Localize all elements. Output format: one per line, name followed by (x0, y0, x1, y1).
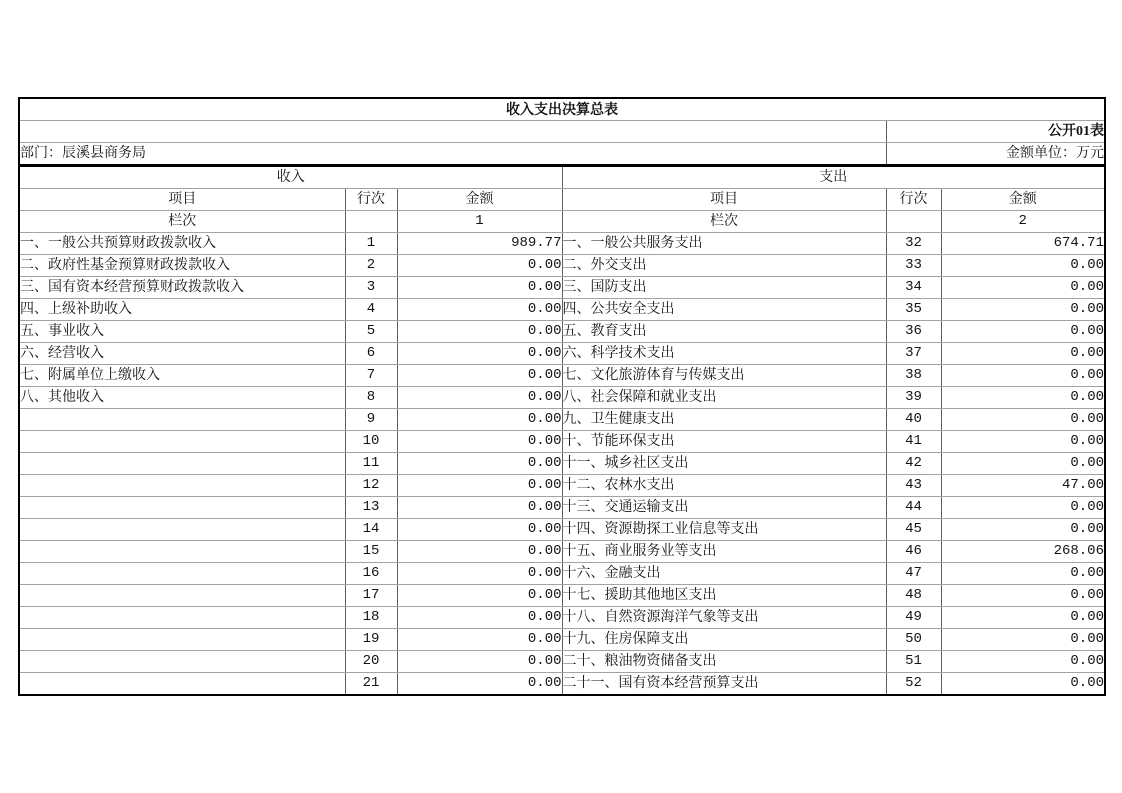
revenue-column-index-number: 1 (397, 211, 562, 233)
revenue-section-header: 收入 (19, 166, 562, 189)
revenue-item-cell (19, 431, 345, 453)
table-row (19, 607, 1105, 629)
expenditure-item-cell: 六、科学技术支出 (562, 343, 886, 365)
expenditure-rowno-cell: 41 (886, 431, 941, 453)
expenditure-amount-cell: 0.00 (941, 431, 1105, 453)
revenue-amount-header: 金额 (397, 189, 562, 211)
expenditure-amount-cell: 674.71 (941, 233, 1105, 255)
department-row (19, 143, 1105, 166)
expenditure-amount-cell: 0.00 (941, 651, 1105, 673)
table-row (19, 255, 1105, 277)
expenditure-rowno-cell: 36 (886, 321, 941, 343)
revenue-item-cell (19, 541, 345, 563)
expenditure-item-cell: 九、卫生健康支出 (562, 409, 886, 431)
revenue-item-cell (19, 607, 345, 629)
revenue-rowno-cell: 14 (345, 519, 397, 541)
revenue-amount-cell: 0.00 (397, 277, 562, 299)
revenue-amount-cell: 0.00 (397, 255, 562, 277)
expenditure-section-header: 支出 (562, 166, 1105, 189)
expenditure-item-cell: 二、外交支出 (562, 255, 886, 277)
revenue-amount-cell: 0.00 (397, 607, 562, 629)
revenue-item-cell (19, 519, 345, 541)
revenue-rowno-cell: 6 (345, 343, 397, 365)
expenditure-item-cell: 十八、自然资源海洋气象等支出 (562, 607, 886, 629)
table-row (19, 431, 1105, 453)
table-row (19, 541, 1105, 563)
expenditure-item-cell: 四、公共安全支出 (562, 299, 886, 321)
revenue-rowno-cell: 5 (345, 321, 397, 343)
expenditure-rowno-cell: 40 (886, 409, 941, 431)
expenditure-rowno-cell: 47 (886, 563, 941, 585)
expenditure-rowno-cell: 42 (886, 453, 941, 475)
expenditure-amount-cell: 0.00 (941, 563, 1105, 585)
expenditure-item-cell: 十一、城乡社区支出 (562, 453, 886, 475)
expenditure-rowno-cell: 46 (886, 541, 941, 563)
revenue-amount-cell: 0.00 (397, 343, 562, 365)
table-row (19, 651, 1105, 673)
table-row (19, 343, 1105, 365)
sheet-label-row (19, 121, 1105, 143)
expenditure-amount-cell: 0.00 (941, 607, 1105, 629)
expenditure-rowno-cell: 32 (886, 233, 941, 255)
revenue-rowno-cell: 13 (345, 497, 397, 519)
expenditure-item-cell: 十三、交通运输支出 (562, 497, 886, 519)
revenue-item-cell (19, 651, 345, 673)
revenue-amount-cell: 0.00 (397, 541, 562, 563)
section-header-row (19, 166, 1105, 189)
revenue-item-cell (19, 409, 345, 431)
expenditure-item-cell: 二十、粮油物资储备支出 (562, 651, 886, 673)
title-row (19, 98, 1105, 121)
expenditure-item-cell: 十五、商业服务业等支出 (562, 541, 886, 563)
revenue-column-index-rowno (345, 211, 397, 233)
expenditure-rowno-cell: 43 (886, 475, 941, 497)
column-header-row (19, 189, 1105, 211)
revenue-rowno-cell: 19 (345, 629, 397, 651)
expenditure-item-cell: 十九、住房保障支出 (562, 629, 886, 651)
revenue-item-cell (19, 629, 345, 651)
revenue-rowno-cell: 9 (345, 409, 397, 431)
data-rows (19, 233, 1105, 696)
expenditure-amount-cell: 0.00 (941, 277, 1105, 299)
revenue-rowno-cell: 17 (345, 585, 397, 607)
table-row (19, 519, 1105, 541)
revenue-item-cell: 七、附属单位上缴收入 (19, 365, 345, 387)
page-title: 收入支出决算总表 (19, 98, 1105, 121)
expenditure-amount-cell: 0.00 (941, 673, 1105, 696)
expenditure-amount-cell: 0.00 (941, 255, 1105, 277)
expenditure-item-cell: 一、一般公共服务支出 (562, 233, 886, 255)
revenue-amount-cell: 989.77 (397, 233, 562, 255)
revenue-item-cell: 一、一般公共预算财政拨款收入 (19, 233, 345, 255)
revenue-amount-cell: 0.00 (397, 673, 562, 696)
revenue-item-cell: 三、国有资本经营预算财政拨款收入 (19, 277, 345, 299)
revenue-rowno-cell: 21 (345, 673, 397, 696)
expenditure-column-index-number: 2 (941, 211, 1105, 233)
expenditure-rowno-cell: 48 (886, 585, 941, 607)
statement-sheet (18, 97, 1106, 696)
expenditure-rowno-cell: 44 (886, 497, 941, 519)
revenue-rowno-cell: 15 (345, 541, 397, 563)
revenue-item-cell (19, 563, 345, 585)
revenue-rowno-cell: 10 (345, 431, 397, 453)
expenditure-column-index-rowno (886, 211, 941, 233)
revenue-item-header: 项目 (19, 189, 345, 211)
revenue-rowno-cell: 20 (345, 651, 397, 673)
revenue-amount-cell: 0.00 (397, 563, 562, 585)
revenue-amount-cell: 0.00 (397, 431, 562, 453)
expenditure-rowno-cell: 37 (886, 343, 941, 365)
sheet-label-spacer (19, 121, 886, 143)
revenue-rowno-header: 行次 (345, 189, 397, 211)
table-row (19, 365, 1105, 387)
revenue-rowno-cell: 3 (345, 277, 397, 299)
expenditure-rowno-cell: 33 (886, 255, 941, 277)
revenue-item-cell (19, 453, 345, 475)
amount-unit-label: 金额单位：万元 (886, 143, 1105, 166)
expenditure-item-cell: 十六、金融支出 (562, 563, 886, 585)
revenue-item-cell: 六、经营收入 (19, 343, 345, 365)
revenue-rowno-cell: 12 (345, 475, 397, 497)
expenditure-amount-cell: 0.00 (941, 497, 1105, 519)
revenue-rowno-cell: 8 (345, 387, 397, 409)
income-expenditure-table (18, 97, 1106, 696)
revenue-item-cell (19, 497, 345, 519)
expenditure-item-cell: 十二、农林水支出 (562, 475, 886, 497)
revenue-amount-cell: 0.00 (397, 387, 562, 409)
revenue-amount-cell: 0.00 (397, 585, 562, 607)
table-row (19, 299, 1105, 321)
revenue-item-cell (19, 475, 345, 497)
revenue-rowno-cell: 1 (345, 233, 397, 255)
revenue-item-cell: 四、上级补助收入 (19, 299, 345, 321)
expenditure-rowno-header: 行次 (886, 189, 941, 211)
table-row (19, 321, 1105, 343)
table-row (19, 673, 1105, 696)
expenditure-amount-cell: 0.00 (941, 387, 1105, 409)
revenue-amount-cell: 0.00 (397, 453, 562, 475)
revenue-rowno-cell: 18 (345, 607, 397, 629)
expenditure-item-cell: 十四、资源勘探工业信息等支出 (562, 519, 886, 541)
expenditure-amount-cell: 0.00 (941, 409, 1105, 431)
expenditure-item-cell: 二十一、国有资本经营预算支出 (562, 673, 886, 696)
table-row (19, 497, 1105, 519)
table-row (19, 453, 1105, 475)
revenue-rowno-cell: 2 (345, 255, 397, 277)
revenue-amount-cell: 0.00 (397, 497, 562, 519)
table-row (19, 563, 1105, 585)
expenditure-rowno-cell: 39 (886, 387, 941, 409)
table-row (19, 277, 1105, 299)
column-index-row (19, 211, 1105, 233)
revenue-rowno-cell: 11 (345, 453, 397, 475)
expenditure-rowno-cell: 35 (886, 299, 941, 321)
expenditure-amount-header: 金额 (941, 189, 1105, 211)
expenditure-rowno-cell: 49 (886, 607, 941, 629)
revenue-item-cell (19, 673, 345, 696)
table-row (19, 409, 1105, 431)
expenditure-amount-cell: 268.06 (941, 541, 1105, 563)
expenditure-item-cell: 三、国防支出 (562, 277, 886, 299)
revenue-rowno-cell: 16 (345, 563, 397, 585)
expenditure-amount-cell: 0.00 (941, 299, 1105, 321)
expenditure-rowno-cell: 52 (886, 673, 941, 696)
revenue-amount-cell: 0.00 (397, 519, 562, 541)
expenditure-amount-cell: 0.00 (941, 453, 1105, 475)
department-label: 部门：辰溪县商务局 (19, 143, 886, 166)
revenue-amount-cell: 0.00 (397, 651, 562, 673)
expenditure-amount-cell: 0.00 (941, 629, 1105, 651)
expenditure-amount-cell: 0.00 (941, 365, 1105, 387)
revenue-amount-cell: 0.00 (397, 365, 562, 387)
expenditure-rowno-cell: 38 (886, 365, 941, 387)
table-row (19, 387, 1105, 409)
table-row (19, 233, 1105, 255)
expenditure-item-header: 项目 (562, 189, 886, 211)
expenditure-rowno-cell: 34 (886, 277, 941, 299)
expenditure-rowno-cell: 51 (886, 651, 941, 673)
expenditure-amount-cell: 0.00 (941, 585, 1105, 607)
expenditure-amount-cell: 0.00 (941, 321, 1105, 343)
revenue-item-cell: 五、事业收入 (19, 321, 345, 343)
expenditure-rowno-cell: 45 (886, 519, 941, 541)
sheet-label: 公开01表 (886, 121, 1105, 143)
expenditure-amount-cell: 0.00 (941, 343, 1105, 365)
revenue-rowno-cell: 7 (345, 365, 397, 387)
table-row (19, 585, 1105, 607)
revenue-amount-cell: 0.00 (397, 321, 562, 343)
revenue-item-cell: 二、政府性基金预算财政拨款收入 (19, 255, 345, 277)
table-row (19, 475, 1105, 497)
revenue-item-cell: 八、其他收入 (19, 387, 345, 409)
revenue-item-cell (19, 585, 345, 607)
revenue-amount-cell: 0.00 (397, 409, 562, 431)
expenditure-amount-cell: 0.00 (941, 519, 1105, 541)
expenditure-amount-cell: 47.00 (941, 475, 1105, 497)
table-row (19, 629, 1105, 651)
expenditure-item-cell: 五、教育支出 (562, 321, 886, 343)
expenditure-item-cell: 八、社会保障和就业支出 (562, 387, 886, 409)
expenditure-column-index-label: 栏次 (562, 211, 886, 233)
revenue-rowno-cell: 4 (345, 299, 397, 321)
revenue-amount-cell: 0.00 (397, 299, 562, 321)
expenditure-item-cell: 十、节能环保支出 (562, 431, 886, 453)
expenditure-rowno-cell: 50 (886, 629, 941, 651)
expenditure-item-cell: 十七、援助其他地区支出 (562, 585, 886, 607)
expenditure-item-cell: 七、文化旅游体育与传媒支出 (562, 365, 886, 387)
revenue-column-index-label: 栏次 (19, 211, 345, 233)
revenue-amount-cell: 0.00 (397, 629, 562, 651)
revenue-amount-cell: 0.00 (397, 475, 562, 497)
